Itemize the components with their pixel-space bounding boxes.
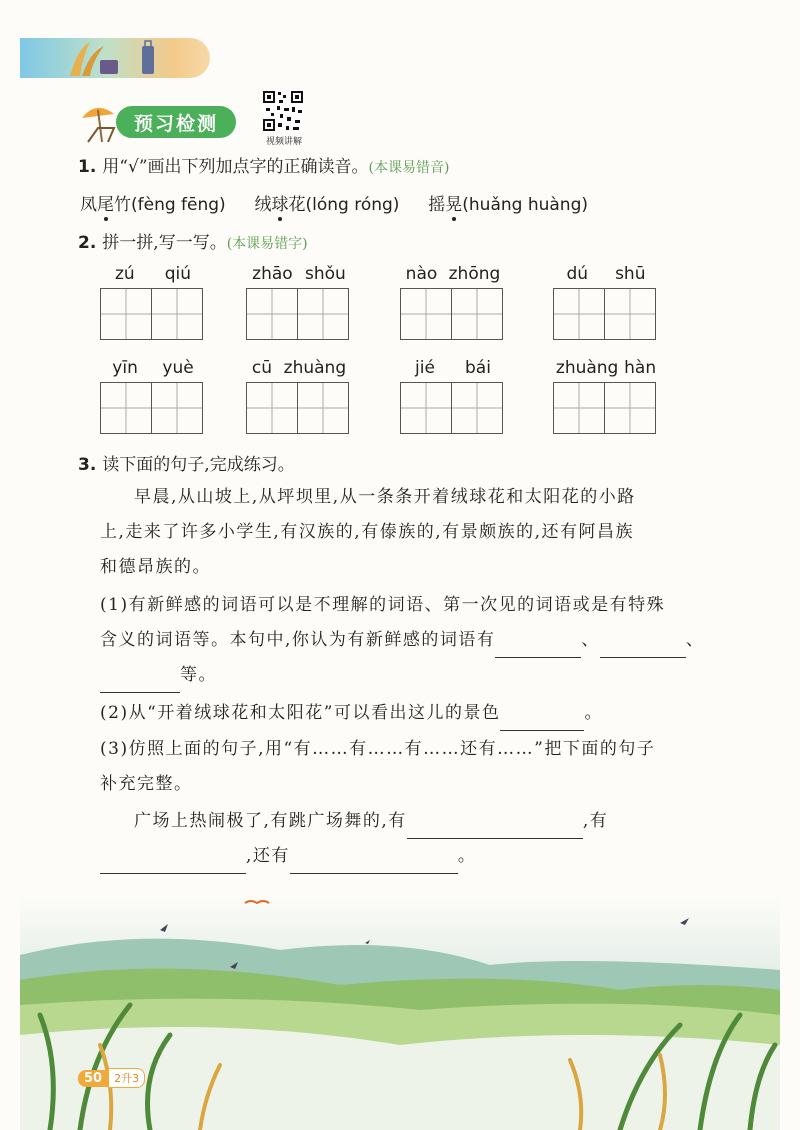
qr-code-icon[interactable]: [262, 90, 304, 132]
sub-question-3-line: (3)仿照上面的句子,用“有……有……有……还有……”把下面的句子: [100, 739, 656, 759]
character: 凤: [80, 195, 97, 215]
sub-question-2: [100, 696, 780, 731]
pinyin-options[interactable]: (lóng róng): [305, 195, 400, 215]
question-1-number: 1.: [78, 157, 97, 177]
grid-pinyin: [553, 264, 659, 284]
word-text: [80, 195, 131, 215]
writing-grid-group: [400, 358, 506, 438]
qr-caption: 视频讲解: [265, 137, 302, 147]
section-title: 预习检测: [116, 106, 236, 138]
grid-cells: [400, 382, 501, 434]
writing-grid-group: [100, 358, 206, 438]
pinyin-syllable: zhuàng: [555, 358, 619, 378]
fill-sentence-also: ,还有: [246, 846, 290, 866]
writing-cell[interactable]: [553, 382, 605, 434]
writing-grid-group: [246, 358, 352, 438]
answer-blank[interactable]: [100, 855, 246, 874]
writing-cell[interactable]: [604, 288, 656, 340]
question-3-text: 读下面的句子,完成练习。: [102, 455, 295, 475]
pinyin-syllable: qiú: [164, 264, 191, 284]
pronunciation-row: [80, 190, 588, 215]
pinyin-syllable: bái: [465, 358, 491, 378]
sub-question-2-end: 。: [584, 703, 603, 723]
writing-cell[interactable]: [151, 382, 203, 434]
question-2-text: 拼一拼,写一写。: [102, 233, 227, 253]
writing-cell[interactable]: [297, 288, 349, 340]
fill-sentence-start: 广场上热闹极了,有跳广场舞的,有: [134, 811, 407, 831]
question-2-number: 2.: [78, 233, 97, 253]
pinyin-syllable: hàn: [624, 358, 657, 378]
writing-cell[interactable]: [400, 382, 452, 434]
landscape-illustration: [20, 895, 780, 1130]
pinyin-options[interactable]: (fèng fēng): [131, 195, 226, 215]
grid-cells: [100, 288, 201, 340]
writing-cell[interactable]: [400, 288, 452, 340]
writing-cell[interactable]: [604, 382, 656, 434]
pinyin-options[interactable]: (huǎng huàng): [462, 195, 588, 215]
writing-cell[interactable]: [100, 382, 152, 434]
writing-grid-group: [400, 264, 506, 344]
character: 花: [288, 195, 306, 215]
writing-cell[interactable]: [246, 288, 298, 340]
grid-cells: [100, 382, 201, 434]
pinyin-syllable: cū: [251, 358, 272, 378]
passage-line: 上,走来了许多小学生,有汉族的,有傣族的,有景颇族的,还有阿昌族: [100, 522, 635, 542]
page-number: 50: [78, 1070, 108, 1087]
question-1-text: 用“√”画出下列加点字的正确读音。: [102, 157, 369, 177]
writing-cell[interactable]: [451, 288, 503, 340]
writing-cell[interactable]: [100, 288, 152, 340]
pinyin-syllable: dú: [566, 264, 589, 284]
word-item: [428, 195, 588, 215]
answer-blank[interactable]: [290, 855, 458, 874]
grid-pinyin: [553, 358, 659, 378]
writing-grid-group: [246, 264, 352, 344]
grid-pinyin: [100, 358, 206, 378]
writing-grid-group: [553, 358, 659, 438]
top-decoration-band: [20, 38, 210, 78]
pinyin-syllable: jié: [415, 358, 435, 378]
word-item: [80, 195, 231, 215]
pinyin-syllable: yuè: [162, 358, 194, 378]
writing-cell[interactable]: [297, 382, 349, 434]
fill-sentence-end: 。: [457, 846, 477, 866]
question-1-note: (本课易错音): [368, 160, 450, 176]
word-text: [428, 195, 462, 215]
passage-line: 早晨,从山坡上,从坪坝里,从一条条开着绒球花和太阳花的小路: [134, 487, 636, 507]
question-1: [78, 152, 449, 177]
writing-cell[interactable]: [246, 382, 298, 434]
grid-pinyin: [100, 264, 206, 284]
fill-in-sentence: [100, 804, 760, 874]
dotted-character: 尾: [97, 195, 114, 215]
pinyin-syllable: yīn: [112, 358, 138, 378]
question-3-number: 3.: [78, 455, 97, 475]
sub-question-3: [100, 732, 780, 802]
answer-blank[interactable]: [100, 674, 180, 693]
pinyin-syllable: zhāo: [252, 264, 293, 284]
grid-pinyin: [246, 264, 352, 284]
beach-decoration-icon: [20, 38, 210, 78]
writing-cell[interactable]: [151, 288, 203, 340]
pinyin-syllable: shǒu: [305, 264, 346, 284]
pinyin-syllable: zhōng: [448, 264, 501, 284]
answer-blank[interactable]: [407, 820, 583, 839]
writing-cell[interactable]: [553, 288, 605, 340]
pinyin-syllable: zhuàng: [283, 358, 347, 378]
sub-question-1-line: (1)有新鲜感的词语可以是不理解的词语、第一次见的词语或是有特殊: [100, 595, 666, 615]
grade-label: 2升3: [108, 1068, 145, 1088]
pinyin-syllable: zú: [115, 264, 135, 284]
sub-question-2-text: (2)从“开着绒球花和太阳花”可以看出这儿的景色: [100, 703, 501, 723]
grid-cells: [553, 382, 654, 434]
page-number-badge: [78, 1068, 145, 1088]
answer-blank[interactable]: [495, 639, 581, 658]
writing-grid-group: [553, 264, 659, 344]
reading-passage: [100, 480, 760, 585]
question-2: [78, 228, 308, 253]
section-header: [78, 100, 248, 144]
pinyin-syllable: nào: [405, 264, 438, 284]
grid-pinyin: [400, 264, 506, 284]
sub-question-1: [100, 588, 780, 693]
grid-cells: [246, 288, 347, 340]
dotted-character: 晃: [445, 195, 463, 215]
grid-cells: [553, 288, 654, 340]
character: 绒: [254, 195, 272, 215]
passage-line: 和德昂族的。: [100, 557, 211, 577]
question-3: [78, 450, 295, 475]
fill-sentence-mid: ,有: [582, 811, 609, 831]
sub-question-3-line: 补充完整。: [100, 774, 193, 794]
answer-blank[interactable]: [600, 639, 686, 658]
grid-pinyin: [400, 358, 506, 378]
character: 摇: [428, 195, 446, 215]
dotted-character: 球: [271, 195, 289, 215]
grid-cells: [400, 288, 501, 340]
sub-question-1-end: 等。: [180, 665, 217, 685]
grid-cells: [246, 382, 347, 434]
word-text: [255, 195, 306, 215]
word-item: [255, 195, 405, 215]
writing-grid-group: [100, 264, 206, 344]
separator: 、: [581, 630, 600, 650]
writing-cell[interactable]: [451, 382, 503, 434]
grid-pinyin: [246, 358, 352, 378]
answer-blank[interactable]: [500, 712, 584, 731]
pinyin-syllable: shū: [615, 264, 646, 284]
separator: 、: [685, 630, 705, 650]
sub-question-1-line: 含义的词语等。本句中,你认为有新鲜感的词语有: [100, 630, 496, 650]
question-2-note: (本课易错字): [226, 236, 308, 252]
character: 竹: [114, 195, 131, 215]
